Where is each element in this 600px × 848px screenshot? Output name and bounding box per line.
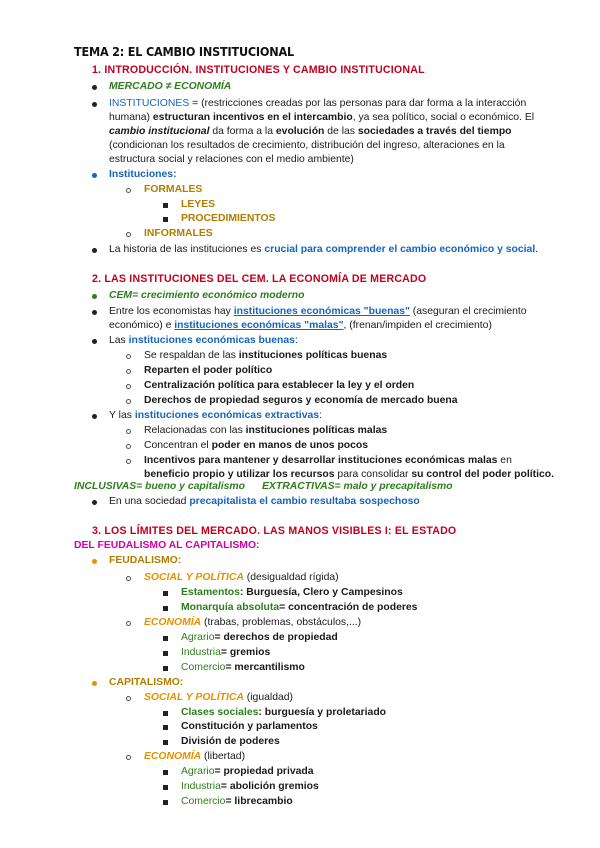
circle-bullet-icon — [126, 444, 131, 449]
s2-extractivas-1: Relacionadas con las instituciones políticas malas — [144, 425, 388, 436]
s2-buenas-4: Derechos de propiedad seguros y economía de mercado buena — [144, 395, 458, 406]
s3-c-comercio: Comercio= librecambio — [181, 796, 293, 807]
s3-c-division: División de poderes — [181, 736, 280, 747]
s3-c-industria: Industria= abolición gremios — [181, 781, 319, 792]
square-bullet-icon — [163, 800, 168, 805]
circle-bullet-icon — [126, 232, 131, 237]
s2-buenas-3: Centralización política para establecer la ley y el orden — [144, 380, 415, 391]
circle-bullet-icon — [126, 369, 131, 374]
s2-buenas-1: Se respaldan de las instituciones políticas buenas — [144, 350, 388, 361]
s2-extractivas-note: EXTRACTIVAS= malo y precapitalismo — [262, 481, 453, 492]
circle-bullet-icon — [126, 696, 131, 701]
s2-extractivas-3-line1: Incentivos para mantener y desarrollar instituciones económicas malas en — [144, 455, 512, 466]
s1-instituciones-line3: cambio institucional da forma a la evolución de las sociedades a través del tiempo — [109, 126, 512, 137]
s1-instituciones-label: Instituciones: — [109, 169, 177, 180]
circle-bullet-icon — [126, 576, 131, 581]
s2-extractivas-3-line2: beneficio propio y utilizar los recursos para consolidar su control del poder político. — [144, 469, 554, 480]
s1-informales: INFORMALES — [144, 228, 213, 239]
circle-bullet-icon — [126, 755, 131, 760]
square-bullet-icon — [163, 711, 168, 716]
bullet-icon — [92, 559, 97, 564]
s3-f-monarquia: Monarquía absoluta= concentración de poderes — [181, 602, 418, 613]
s1-instituciones-line1: INSTITUCIONES = (restricciones creadas por las personas para dar forma a la interacción — [109, 98, 527, 109]
square-bullet-icon — [163, 217, 168, 222]
square-bullet-icon — [163, 740, 168, 745]
s3-c-economia: ECONOMÍA (libertad) — [144, 751, 246, 762]
s3-c-agrario: Agrario= propiedad privada — [181, 766, 314, 777]
s3-f-agrario: Agrario= derechos de propiedad — [181, 632, 338, 643]
square-bullet-icon — [163, 591, 168, 596]
s2-buenas-2: Reparten el poder político — [144, 365, 273, 376]
s2-economistas-line1: Entre los economistas hay instituciones económicas "buenas" (aseguran el crecimiento — [109, 306, 527, 317]
s2-economistas-line2: económico) e instituciones económicas "malas", (frenan/impiden el crecimiento) — [109, 320, 492, 331]
bullet-icon — [92, 173, 97, 178]
s3-c-constitucion: Constitución y parlamentos — [181, 721, 318, 732]
s3-f-industria: Industria= gremios — [181, 647, 271, 658]
bullet-icon — [92, 681, 97, 686]
square-bullet-icon — [163, 636, 168, 641]
s1-instituciones-line5: estructura social y relaciones con el medio ambiente) — [109, 154, 354, 165]
s2-extractivas-label: Y las instituciones económicas extractivas: — [109, 410, 322, 421]
s1-market-not-economy: MERCADO ≠ ECONOMÍA — [109, 81, 232, 92]
circle-bullet-icon — [126, 621, 131, 626]
s1-leyes: LEYES — [181, 199, 216, 210]
document-title: TEMA 2: EL CAMBIO INSTITUCIONAL — [74, 44, 294, 59]
s2-cem: CEM= crecimiento económico moderno — [109, 290, 305, 301]
bullet-icon — [92, 248, 97, 253]
square-bullet-icon — [163, 725, 168, 730]
s1-procedimientos: PROCEDIMIENTOS — [181, 213, 276, 224]
square-bullet-icon — [163, 606, 168, 611]
s1-formales: FORMALES — [144, 184, 203, 195]
s2-inclusivas: INCLUSIVAS= bueno y capitalismo — [74, 481, 245, 492]
circle-bullet-icon — [126, 429, 131, 434]
circle-bullet-icon — [126, 188, 131, 193]
s2-precapitalista: En una sociedad precapitalista el cambio resultaba sospechoso — [109, 496, 420, 507]
s3-c-social: SOCIAL Y POLÍTICA (igualdad) — [144, 692, 293, 703]
bullet-icon — [92, 414, 97, 419]
bullet-icon — [92, 294, 97, 299]
bullet-icon — [92, 310, 97, 315]
bullet-icon — [92, 85, 97, 90]
s3-f-economia: ECONOMÍA (trabas, problemas, obstáculos,...) — [144, 617, 362, 628]
circle-bullet-icon — [126, 384, 131, 389]
square-bullet-icon — [163, 770, 168, 775]
s1-historia: La historia de las instituciones es crucial para comprender el cambio económico y social. — [109, 244, 539, 255]
bullet-icon — [92, 102, 97, 107]
circle-bullet-icon — [126, 459, 131, 464]
s3-f-social: SOCIAL Y POLÍTICA (desigualdad rígida) — [144, 572, 339, 583]
section-3-heading: 3. LOS LÍMITES DEL MERCADO. LAS MANOS VISIBLES I: EL ESTADO — [92, 525, 457, 537]
circle-bullet-icon — [126, 399, 131, 404]
s2-extractivas-2: Concentran el poder en manos de unos pocos — [144, 440, 369, 451]
section-1-heading: 1. INTRODUCCIÓN. INSTITUCIONES Y CAMBIO INSTITUCIONAL — [92, 64, 425, 76]
s3-f-estamentos: Estamentos: Burguesía, Clero y Campesinos — [181, 587, 403, 598]
s1-instituciones-line2: humana) estructuran incentivos en el intercambio, ya sea político, social o económico. El — [109, 112, 535, 123]
bullet-icon — [92, 500, 97, 505]
s2-buenas-label: Las instituciones económicas buenas: — [109, 335, 298, 346]
s1-instituciones-line4: (condicionan los resultados de crecimiento, distribución del ingreso, alteraciones en la — [109, 140, 505, 151]
section-2-heading: 2. LAS INSTITUCIONES DEL CEM. LA ECONOMÍA DE MERCADO — [92, 273, 427, 285]
circle-bullet-icon — [126, 354, 131, 359]
bullet-icon — [92, 339, 97, 344]
square-bullet-icon — [163, 203, 168, 208]
s3-feudalismo: FEUDALISMO: — [109, 555, 182, 566]
square-bullet-icon — [163, 666, 168, 671]
s3-capitalismo: CAPITALISMO: — [109, 677, 184, 688]
s3-f-comercio: Comercio= mercantilismo — [181, 662, 305, 673]
s3-subheading: DEL FEUDALISMO AL CAPITALISMO: — [74, 540, 260, 551]
square-bullet-icon — [163, 785, 168, 790]
square-bullet-icon — [163, 651, 168, 656]
s3-c-clases: Clases sociales: burguesía y proletariado — [181, 707, 387, 718]
